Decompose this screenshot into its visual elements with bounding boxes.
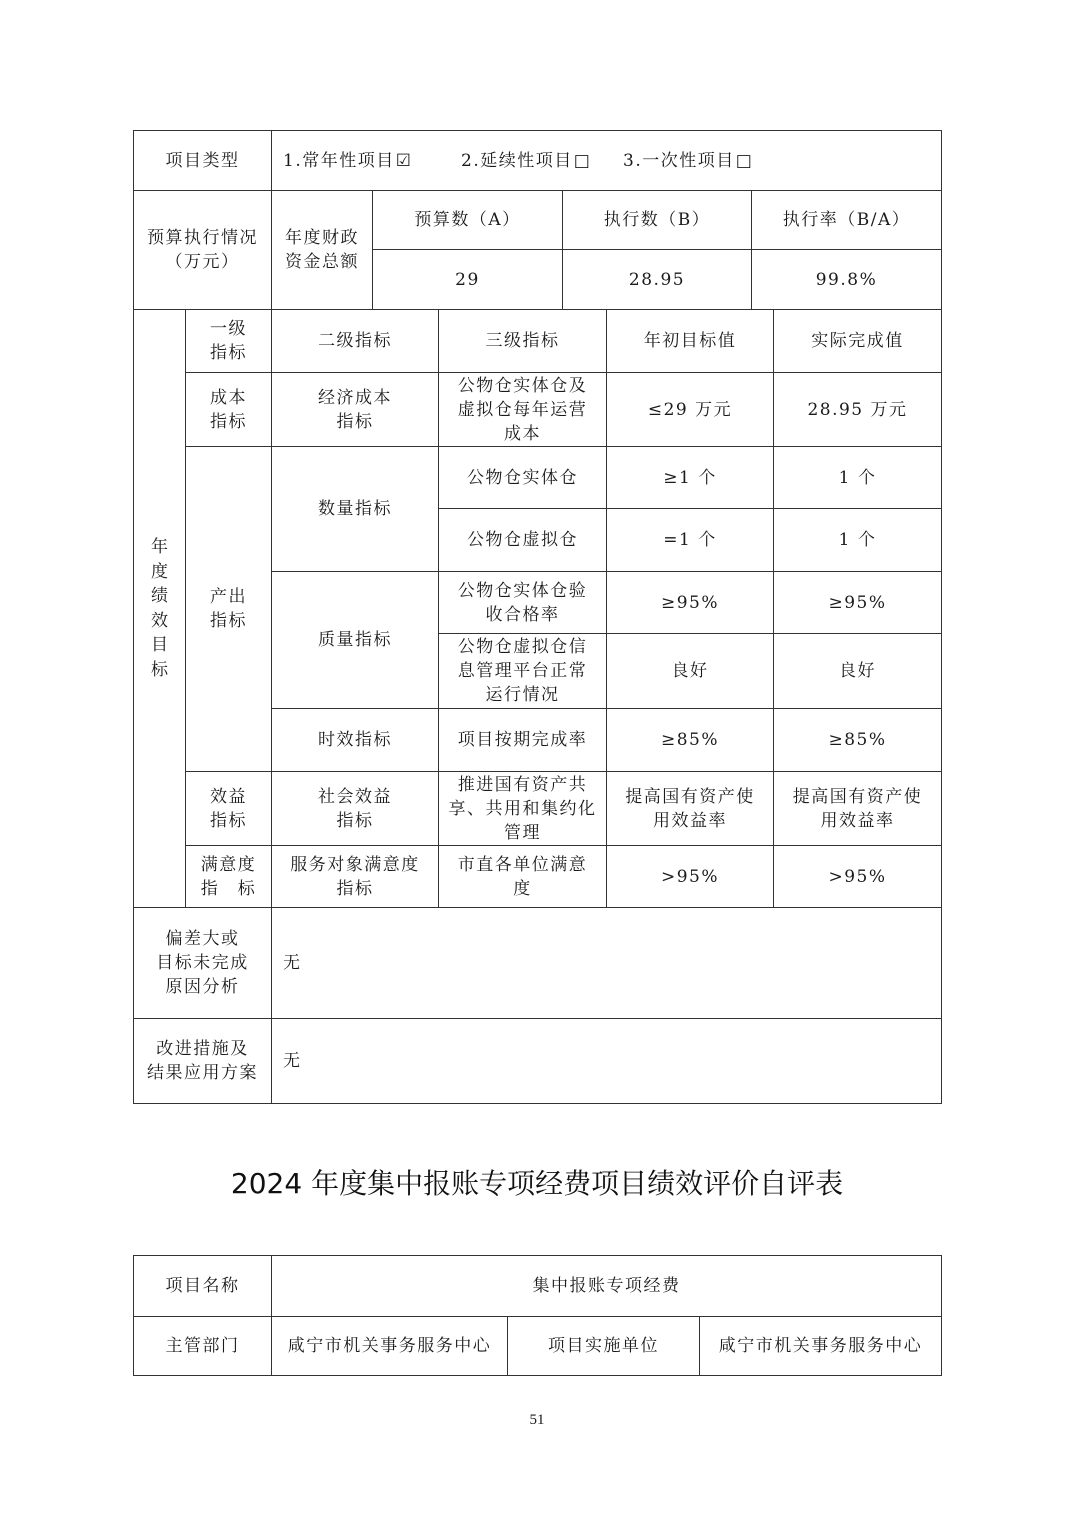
option-label: 3.一次性项目 (623, 150, 735, 171)
project-type-label: 项目类型 (133, 130, 272, 191)
target-value-cell: ≥95% (606, 571, 774, 634)
project-name-value: 集中报账专项经费 (271, 1255, 942, 1317)
level2-quantity: 数量指标 (271, 446, 439, 572)
level2-quality: 质量指标 (271, 571, 439, 709)
level3-indicator-cell: 公物仓虚拟仓信 息管理平台正常 运行情况 (438, 633, 607, 709)
actual-value-cell: >95% (773, 845, 942, 908)
level3-indicator-cell: 公物仓实体仓验 收合格率 (438, 571, 607, 634)
level2-economic-cost: 经济成本 指标 (271, 372, 439, 447)
implementing-unit-value: 咸宁市机关事务服务中心 (699, 1316, 942, 1376)
level3-indicator-cell: 项目按期完成率 (438, 708, 607, 772)
actual-value-cell: 提高国有资产使 用效益率 (773, 771, 942, 846)
level3-indicator-cell: 公物仓实体仓 (438, 446, 607, 509)
option-continuing-project (461, 149, 623, 173)
level3-indicator-cell: 推进国有资产共 享、共用和集约化 管理 (438, 771, 607, 846)
improvement-measures-value: 无 (271, 1018, 942, 1104)
header-level3-indicator: 三级指标 (438, 309, 607, 373)
budget-amount-header: 预算数（A） (372, 190, 563, 250)
page-number: 51 (529, 1412, 545, 1428)
target-value-cell: ≤29 万元 (606, 372, 774, 447)
actual-value-cell: 1 个 (773, 446, 942, 509)
level3-indicator-cell: 公物仓虚拟仓 (438, 508, 607, 572)
improvement-measures-label: 改进措施及 结果应用方案 (133, 1018, 272, 1104)
target-value-cell: >95% (606, 845, 774, 908)
actual-value-cell: 28.95 万元 (773, 372, 942, 447)
checkbox-empty-icon: □ (573, 150, 590, 171)
annual-performance-goals-label (133, 309, 186, 908)
level1-output-indicator: 产出 指标 (185, 446, 272, 772)
level2-service-satisfaction: 服务对象满意度 指标 (271, 845, 439, 908)
option-one-time-project (623, 149, 783, 173)
target-value-cell: ≥85% (606, 708, 774, 772)
execution-rate-header: 执行率（B/A） (751, 190, 942, 250)
header-level2-indicator: 二级指标 (271, 309, 439, 373)
actual-value-cell: 良好 (773, 633, 942, 709)
budget-amount-value: 29 (372, 249, 563, 310)
option-label: 2.延续性项目 (461, 150, 573, 171)
header-actual-value: 实际完成值 (773, 309, 942, 373)
implementing-unit-label: 项目实施单位 (507, 1316, 700, 1376)
level2-timeliness: 时效指标 (271, 708, 439, 772)
header-level1-indicator: 一级 指标 (185, 309, 272, 373)
department-label: 主管部门 (133, 1316, 272, 1376)
project-type-options (271, 130, 942, 191)
checkbox-checked-icon: ☑ (395, 150, 411, 171)
level1-satisfaction-indicator: 满意度 指 标 (185, 845, 272, 908)
option-label: 1.常年性项目 (283, 150, 395, 171)
budget-execution-label: 预算执行情况 （万元） (133, 190, 272, 310)
project-name-label: 项目名称 (133, 1255, 272, 1317)
annual-fund-total-label: 年度财政 资金总额 (271, 190, 373, 310)
executed-amount-header: 执行数（B） (562, 190, 752, 250)
department-value: 咸宁市机关事务服务中心 (271, 1316, 508, 1376)
target-value-cell: 良好 (606, 633, 774, 709)
target-value-cell: ≥1 个 (606, 446, 774, 509)
header-target-value: 年初目标值 (606, 309, 774, 373)
level3-indicator-cell: 市直各单位满意 度 (438, 845, 607, 908)
vertical-section-text: 年度绩效目标 (151, 537, 168, 680)
option-recurring-project (283, 149, 461, 173)
deviation-analysis-value: 无 (271, 907, 942, 1019)
execution-rate-value: 99.8% (751, 249, 942, 310)
checkbox-empty-icon: □ (735, 150, 752, 171)
level1-benefit-indicator: 效益 指标 (185, 771, 272, 846)
deviation-analysis-label: 偏差大或 目标未完成 原因分析 (133, 907, 272, 1019)
actual-value-cell: 1 个 (773, 508, 942, 572)
target-value-cell: =1 个 (606, 508, 774, 572)
actual-value-cell: ≥95% (773, 571, 942, 634)
level1-cost-indicator: 成本 指标 (185, 372, 272, 447)
level2-social-benefit: 社会效益 指标 (271, 771, 439, 846)
level3-indicator-cell: 公物仓实体仓及 虚拟仓每年运营 成本 (438, 372, 607, 447)
executed-amount-value: 28.95 (562, 249, 752, 310)
actual-value-cell: ≥85% (773, 708, 942, 772)
target-value-cell: 提高国有资产使 用效益率 (606, 771, 774, 846)
form-title: 2024 年度集中报账专项经费项目绩效评价自评表 (230, 1167, 844, 1200)
